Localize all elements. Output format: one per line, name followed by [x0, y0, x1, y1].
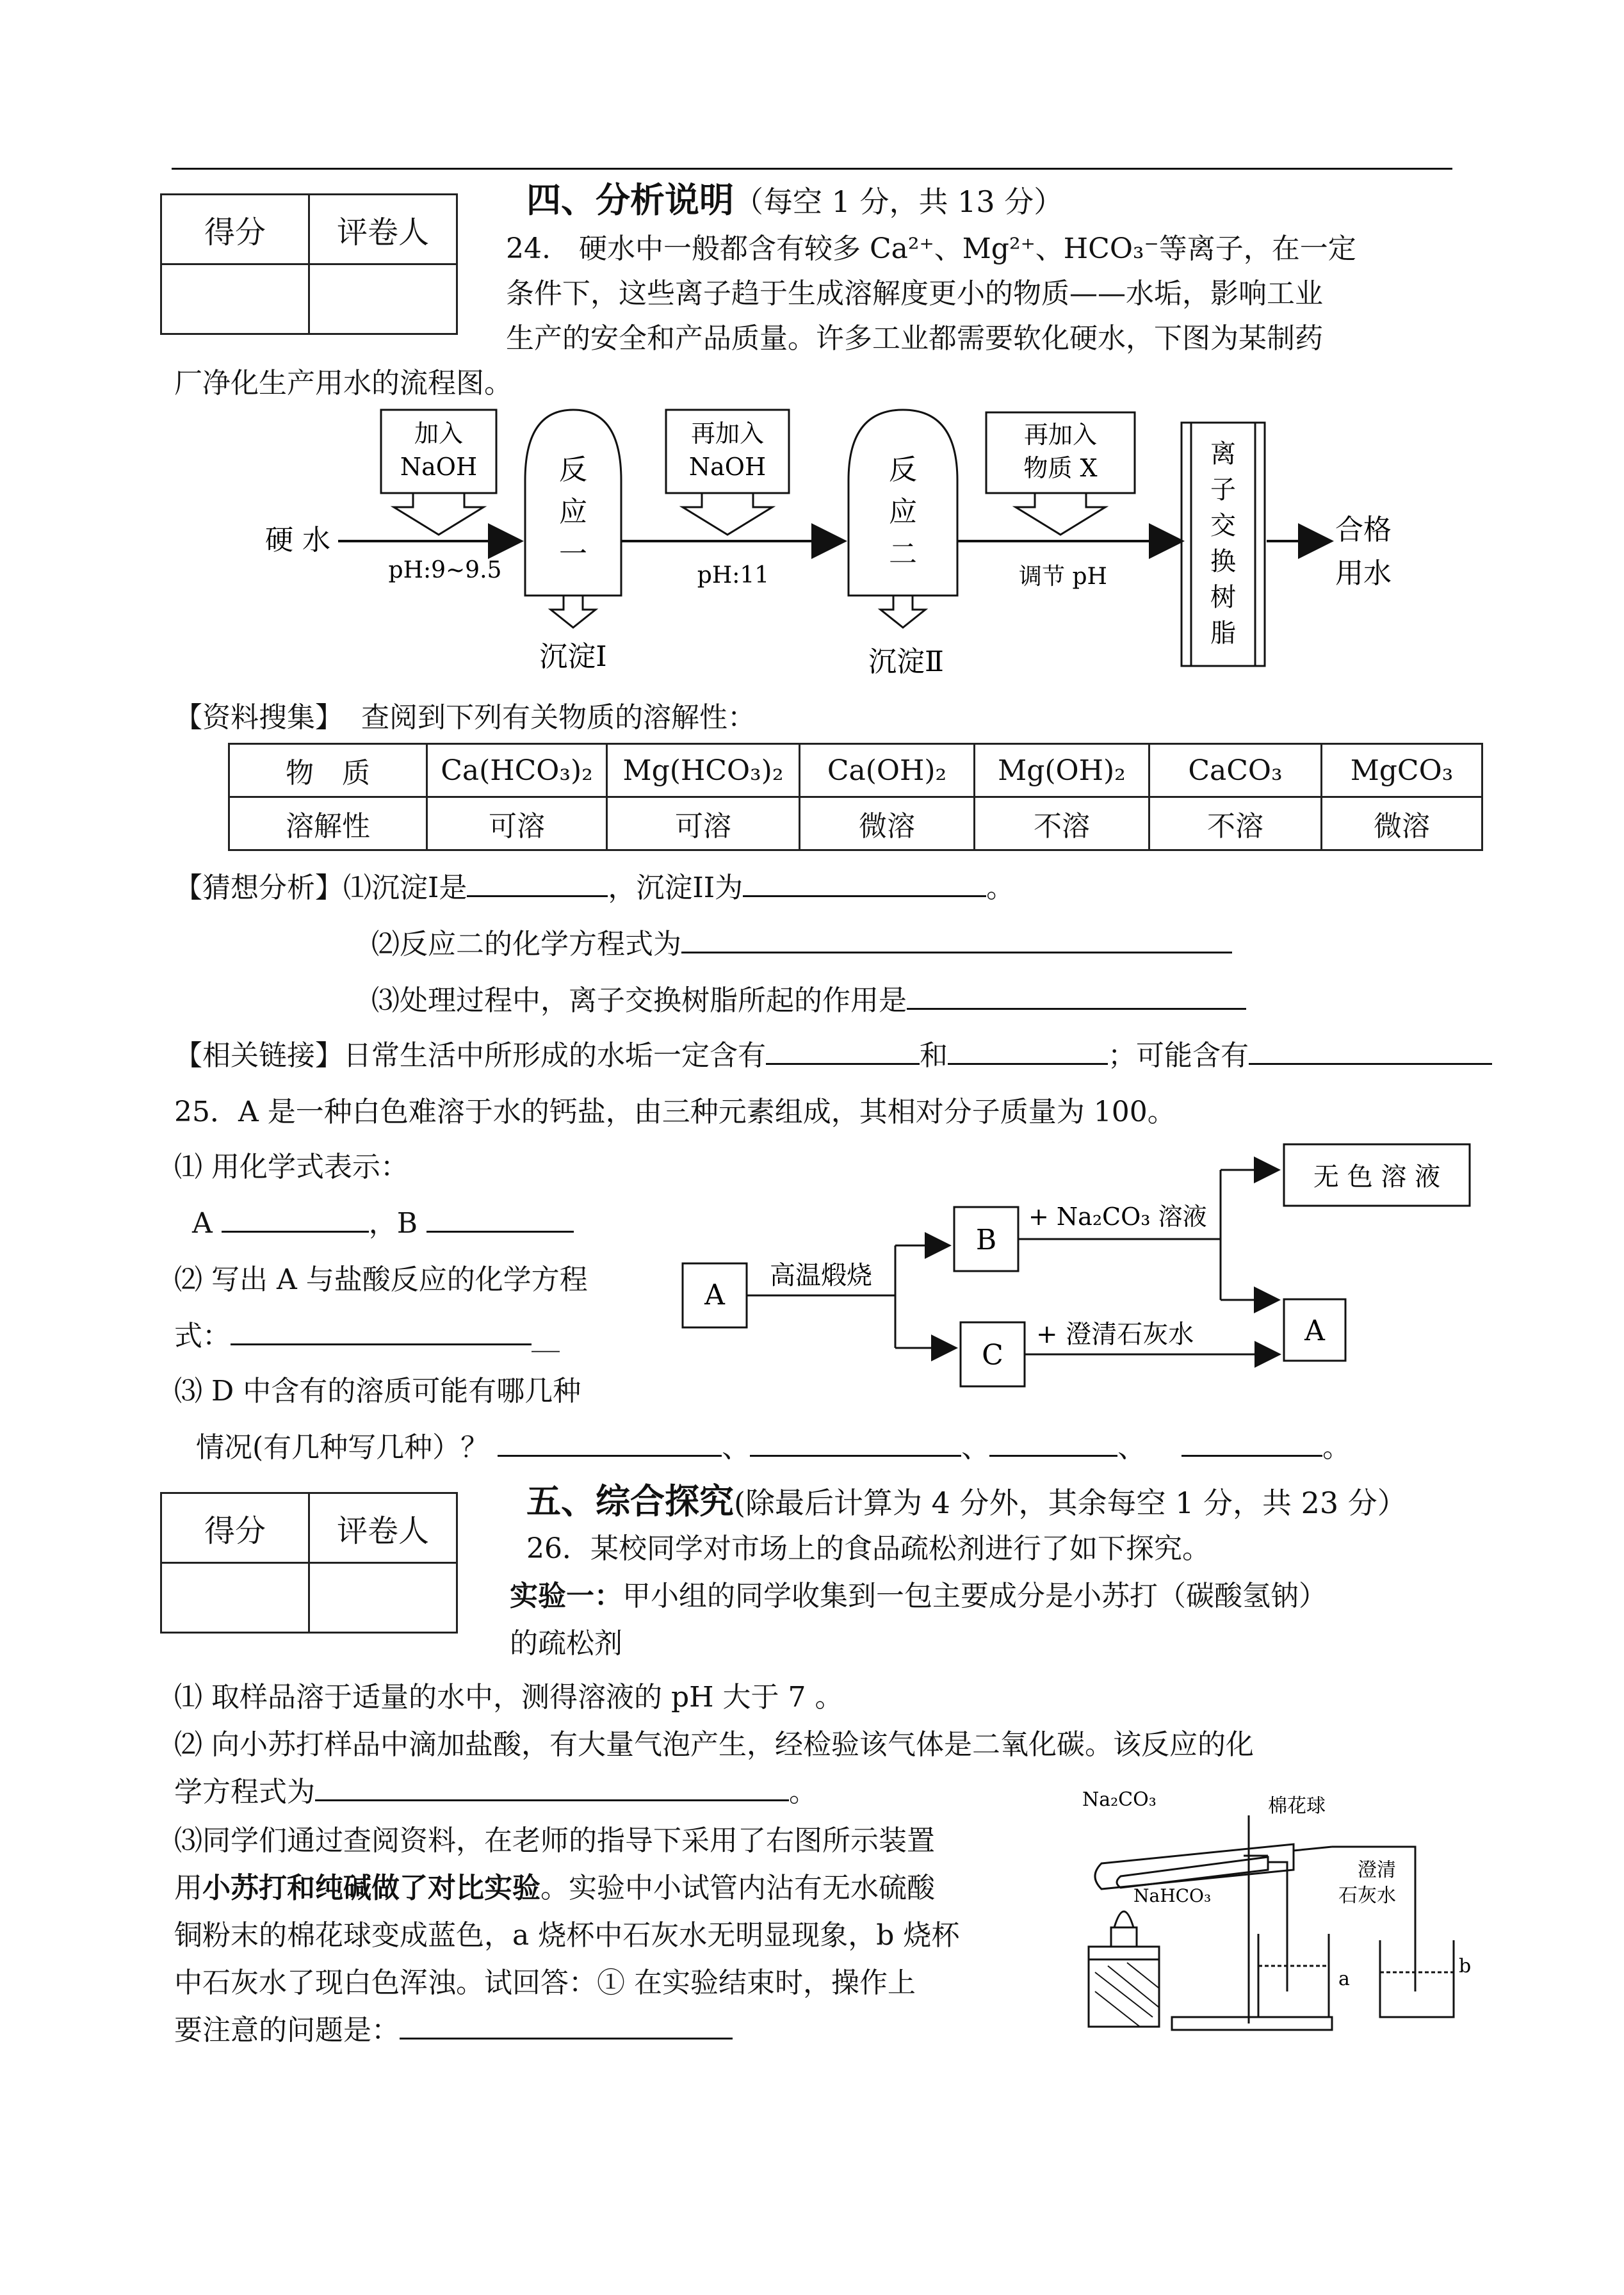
q25-p2b-text: 式：: [174, 1320, 231, 1352]
q26-s3-2b: 小苏打和纯碱做了对比实验: [202, 1872, 540, 1904]
score-box-section5: [160, 1492, 458, 1634]
link-text-a: 日常生活中所形成的水垢一定含有: [343, 1039, 766, 1072]
q26-s3-4: 中石灰水了现白色浑浊。试回答：① 在实验结束时，操作上: [174, 1967, 916, 1999]
q24-line1: 24. 硬水中一般都含有较多 Ca²⁺、Mg²⁺、HCO₃⁻等离子，在一定: [506, 232, 1356, 265]
q25-p3a: ⑶ D 中含有的溶质可能有哪几种: [174, 1375, 581, 1407]
down-arrow-2-icon: [683, 493, 772, 535]
guess-label: 【猜想分析】: [174, 872, 343, 904]
resin-char-2: 子: [1210, 475, 1236, 505]
q25-b-label: ，B: [368, 1207, 418, 1240]
q24-line4: 厂净化生产用水的流程图。: [174, 367, 512, 400]
calcine-label: 高温煅烧: [770, 1261, 872, 1290]
table-cell: 可溶: [607, 797, 800, 850]
table-cell: Ca(HCO₃)₂: [427, 744, 607, 797]
table-header-row: [229, 744, 1482, 797]
q26-s3-3: 铜粉末的棉花球变成蓝色，a 烧杯中石灰水无明显现象，b 烧杯: [174, 1919, 960, 1952]
answer-blank-d-4[interactable]: [1181, 1427, 1322, 1457]
resin-char-3: 交: [1210, 511, 1236, 540]
exp1-text: 甲小组的同学收集到一包主要成分是小苏打（碳酸氢钠）: [622, 1580, 1327, 1612]
guess-3-text: ⑶处理过程中，离子交换树脂所起的作用是: [371, 984, 907, 1017]
beaker-a: [1258, 1934, 1329, 2017]
box-a2-label: A: [1304, 1315, 1325, 1347]
q26-line1: 26．某校同学对市场上的食品疏松剂进行了如下探究。: [526, 1532, 1210, 1565]
table-cell: 可溶: [427, 797, 607, 850]
ph2-label: pH:11: [697, 562, 770, 588]
beaker-a-label: a: [1338, 1968, 1350, 1990]
q25-p3-end: 。: [1322, 1431, 1351, 1464]
ph1-label: pH:9~9.5: [388, 557, 502, 583]
answer-blank-scale-1[interactable]: [766, 1035, 920, 1065]
q26-s2b-text: 学方程式为: [174, 1776, 315, 1808]
q26-s2c: 。: [789, 1776, 817, 1808]
q26-s3-1: ⑶同学们通过查阅资料，在老师的指导下采用了右图所示装置: [174, 1824, 935, 1857]
answer-blank-d-3[interactable]: [989, 1427, 1117, 1457]
answer-blank-b[interactable]: [426, 1203, 574, 1233]
add-naoh-2-label: 再加入: [690, 419, 765, 448]
table-cell: Mg(HCO₃)₂: [607, 744, 800, 797]
answer-blank-a-hcl[interactable]: [231, 1315, 532, 1345]
answer-blank-precip2[interactable]: [743, 867, 986, 897]
q25-p2b-line: [174, 1314, 560, 1359]
resin-char-1: 离: [1210, 439, 1236, 469]
down-arrow-3-icon: [1016, 493, 1105, 535]
guess-line-1: [174, 866, 1014, 911]
q26-s3-5: [174, 2008, 733, 2053]
q25-p2-tail: __: [532, 1320, 560, 1352]
table-cell: 溶解性: [229, 797, 427, 850]
comparison-experiment-apparatus: [1076, 1780, 1473, 2036]
guess-line-2: [371, 922, 1232, 967]
precip-2-arrow-icon: [881, 596, 925, 628]
q25-p2a: ⑵ 写出 A 与盐酸反应的化学方程: [174, 1263, 588, 1296]
section4-heading: [526, 178, 1063, 225]
table-cell: Mg(OH)₂: [975, 744, 1149, 797]
q25-p1-blanks: [192, 1201, 574, 1246]
sep-3: 、: [1117, 1431, 1146, 1464]
limewater-label-1: 澄清: [1358, 1859, 1396, 1881]
score-cell[interactable]: [161, 264, 309, 334]
guess-2-text: ⑵反应二的化学方程式为: [371, 928, 681, 961]
q26-s3-2c: 。实验中小试管内沾有无水硫酸: [540, 1872, 935, 1904]
table-cell: 微溶: [800, 797, 975, 850]
q24-line2: 条件下，这些离子趋于生成溶解度更小的物质——水垢，影响工业: [506, 277, 1323, 310]
info-line: [174, 695, 756, 740]
output-label-1: 合格: [1335, 514, 1392, 546]
score-label: 得分: [161, 195, 309, 264]
resin-char-5: 树: [1210, 583, 1236, 612]
info-text: 查阅到下列有关物质的溶解性：: [361, 701, 756, 734]
burner-neck: [1111, 1927, 1137, 1947]
add-naoh-2-formula: NaOH: [688, 453, 767, 481]
q25-p3b-line: [196, 1425, 1351, 1470]
guess-1-end: 。: [986, 872, 1015, 904]
grader-label: 评卷人: [309, 1493, 457, 1563]
exp1-line2: 的疏松剂: [510, 1627, 622, 1660]
stand-base: [1172, 2017, 1332, 2030]
reagent-c-label: + 澄清石灰水: [1036, 1320, 1194, 1349]
table-cell: 不溶: [1149, 797, 1322, 850]
output-label-2: 用水: [1335, 557, 1392, 590]
box-b-label: B: [975, 1224, 997, 1256]
q26-s3-5-text: 要注意的问题是：: [174, 2014, 400, 2047]
tube-to-beaker-a: [1268, 1862, 1287, 1991]
down-arrow-1-icon: [394, 493, 483, 535]
beaker-b-label: b: [1459, 1955, 1472, 1977]
grader-cell[interactable]: [309, 264, 457, 334]
grader-label: 评卷人: [309, 195, 457, 264]
q26-s2b-line: [174, 1770, 817, 1815]
q25-reaction-diagram: [679, 1143, 1486, 1399]
section5-title: 五、综合探究: [526, 1481, 734, 1521]
limewater-label-2: 石灰水: [1338, 1885, 1396, 1907]
q26-s3-2a: 用: [174, 1872, 202, 1904]
precip-1-arrow-icon: [551, 596, 596, 628]
table-row: [229, 797, 1482, 850]
info-label: 【资料搜集】: [174, 701, 343, 734]
reactor-2-char-3: 二: [889, 538, 917, 571]
guess-1-mid: ，沉淀II为: [608, 872, 743, 904]
q25-a-label: A: [192, 1207, 213, 1240]
add-naoh-1-formula: NaOH: [400, 453, 478, 481]
section5-note: (除最后计算为 4 分外，其余每空 1 分，共 23 分）: [734, 1486, 1407, 1520]
link-text-c: ；可能含有: [1108, 1039, 1249, 1072]
section4-title: 四、分析说明: [526, 180, 734, 220]
q26-s2a: ⑵ 向小苏打样品中滴加盐酸，有大量气泡产生，经检验该气体是二氧化碳。该反应的化: [174, 1728, 1254, 1761]
score-cell[interactable]: [161, 1563, 309, 1633]
reactor-1-char-2: 应: [559, 496, 587, 528]
hard-water-label: 硬 水: [265, 524, 330, 556]
grader-cell[interactable]: [309, 1563, 457, 1633]
table-cell: 物 质: [229, 744, 427, 797]
add-naoh-1-label: 加入: [414, 419, 464, 448]
add-x-label: 再加入: [1023, 421, 1098, 449]
guess-1-prefix: ⑴沉淀I是: [343, 872, 467, 904]
link-text-b: 和: [920, 1039, 948, 1072]
precip-1-label: 沉淀Ⅰ: [539, 640, 607, 673]
answer-blank-resin[interactable]: [907, 980, 1246, 1010]
table-cell: 微溶: [1322, 797, 1482, 850]
q25-p1: ⑴ 用化学式表示：: [174, 1151, 409, 1183]
precip-2-label: 沉淀Ⅱ: [868, 645, 944, 678]
answer-blank-equation[interactable]: [681, 923, 1232, 953]
q25-p3b-text: 情况(有几种写几种）？: [196, 1431, 489, 1464]
answer-blank-scale-3[interactable]: [1249, 1035, 1492, 1065]
link-label: 【相关链接】: [174, 1039, 343, 1072]
reactor-1-char-1: 反: [559, 453, 587, 486]
answer-blank-a[interactable]: [222, 1203, 369, 1233]
table-cell: Ca(OH)₂: [800, 744, 975, 797]
score-box-section4: [160, 193, 458, 335]
answer-blank-caution[interactable]: [400, 2009, 733, 2040]
section4-note: （每空 1 分，共 13 分）: [734, 184, 1064, 219]
answer-blank-scale-2[interactable]: [948, 1035, 1108, 1065]
reagent-b-label: + Na₂CO₃ 溶液: [1028, 1203, 1207, 1231]
reactor-2-char-1: 反: [889, 453, 917, 486]
cotton-ball-label: 棉花球: [1268, 1795, 1326, 1817]
guess-line-3: [371, 978, 1246, 1023]
beaker-b: [1380, 1940, 1454, 2017]
reactor-2-char-2: 应: [889, 496, 917, 528]
table-cell: MgCO₃: [1322, 744, 1482, 797]
score-label: 得分: [161, 1493, 309, 1563]
resin-char-6: 脂: [1210, 619, 1236, 648]
q24-line3: 生产的安全和产品质量。许多工业都需要软化硬水，下图为某制药: [506, 322, 1323, 355]
exp1-label: 实验一：: [510, 1580, 622, 1612]
answer-blank-d-1[interactable]: [498, 1427, 722, 1457]
answer-blank-d-2[interactable]: [750, 1427, 961, 1457]
q26-s3-2: [174, 1866, 935, 1911]
exp1-line: [510, 1574, 1327, 1619]
q25-line1: 25．A 是一种白色难溶于水的钙盐，由三种元素组成，其相对分子质量为 100。: [174, 1096, 1176, 1128]
water-purification-flowchart: [243, 403, 1492, 698]
table-cell: 不溶: [975, 797, 1149, 850]
top-divider: [172, 168, 1452, 170]
inner-tube: [1117, 1857, 1268, 1888]
box-c-label: C: [982, 1339, 1003, 1372]
section5-heading: [526, 1479, 1407, 1527]
add-x-substance: 物质 X: [1023, 454, 1098, 482]
flame-icon: [1114, 1911, 1133, 1927]
sep-2: 、: [961, 1431, 990, 1464]
na2co3-label: Na₂CO₃: [1082, 1788, 1157, 1811]
solubility-table: [228, 743, 1483, 851]
colorless-label: 无 色 溶 液: [1313, 1162, 1441, 1192]
box-a-label: A: [704, 1279, 725, 1311]
sep-1: 、: [722, 1431, 751, 1464]
link-line: [174, 1034, 1492, 1078]
answer-blank-precip1[interactable]: [467, 867, 608, 897]
q26-s1: ⑴ 取样品溶于适量的水中，测得溶液的 pH 大于 7 。: [174, 1681, 843, 1714]
table-cell: CaCO₃: [1149, 744, 1322, 797]
nahco3-label: NaHCO₃: [1133, 1885, 1212, 1906]
reactor-1-char-3: 一: [559, 538, 587, 571]
adjust-ph-label: 调节 pH: [1019, 564, 1107, 590]
resin-char-4: 换: [1210, 547, 1236, 576]
answer-blank-nahco3-eq[interactable]: [315, 1771, 789, 1801]
